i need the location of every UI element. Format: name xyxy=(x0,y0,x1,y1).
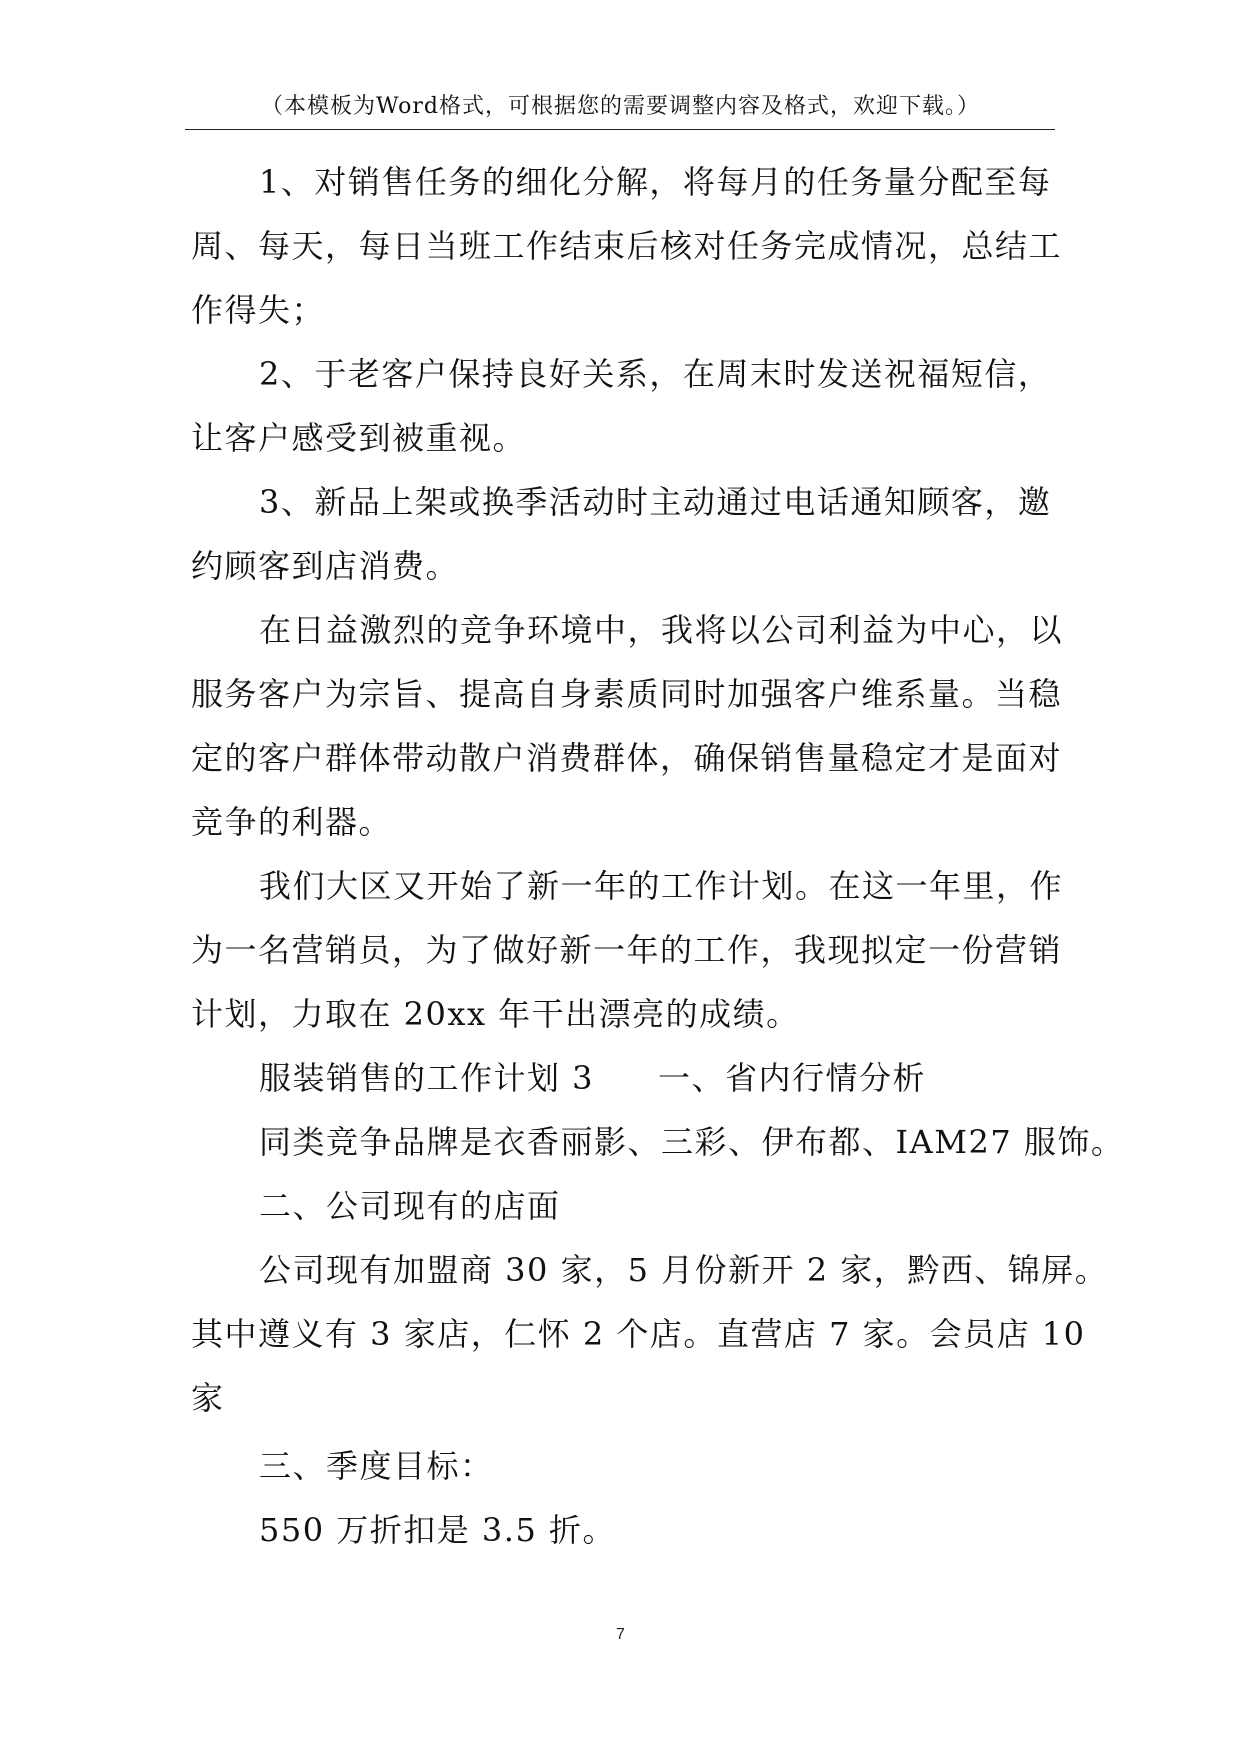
paragraph-line: 我们大区又开始了新一年的工作计划。在这一年里，作 xyxy=(259,867,1064,905)
paragraph-line: 公司现有加盟商 30 家，5 月份新开 2 家，黔西、锦屏。 xyxy=(259,1251,1109,1289)
paragraph-line: 周、每天，每日当班工作结束后核对任务完成情况，总结工 xyxy=(191,227,1063,265)
paragraph-line: 550 万折扣是 3.5 折。 xyxy=(259,1511,616,1549)
paragraph-line: 竞争的利器。 xyxy=(191,803,393,841)
document-body xyxy=(191,150,1125,1562)
paragraph-line: 1、对销售任务的细化分解，将每月的任务量分配至每 xyxy=(259,163,1052,201)
section-title-line xyxy=(191,1046,1071,1110)
paragraph-line: 定的客户群体带动散户消费群体，确保销售量稳定才是面对 xyxy=(191,739,1063,777)
paragraph-line: 2、于老客户保持良好关系，在周末时发送祝福短信， xyxy=(259,355,1052,393)
section-heading: 一、省内行情分析 xyxy=(658,1059,927,1097)
header-divider xyxy=(185,129,1055,130)
paragraph-line: 同类竞争品牌是衣香丽影、三彩、伊布都、IAM27 服饰。 xyxy=(259,1123,1125,1161)
section-heading: 二、公司现有的店面 xyxy=(259,1187,561,1225)
paragraph-line: 为一名营销员，为了做好新一年的工作，我现拟定一份营销 xyxy=(191,931,1063,969)
paragraph-line: 在日益激烈的竞争环境中，我将以公司利益为中心，以 xyxy=(259,611,1064,649)
paragraph-line: 3、新品上架或换季活动时主动通过电话通知顾客，邀 xyxy=(259,483,1052,521)
paragraph-line: 约顾客到店消费。 xyxy=(191,547,460,585)
paragraph-line: 服务客户为宗旨、提高自身素质同时加强客户维系量。当稳 xyxy=(191,675,1063,713)
template-note-header: （本模板为Word格式，可根据您的需要调整内容及格式，欢迎下载。） xyxy=(261,94,980,119)
paragraph-line: 家 xyxy=(191,1379,225,1417)
paragraph-line: 让客户感受到被重视。 xyxy=(191,419,527,457)
paragraph-line: 其中遵义有 3 家店，仁怀 2 个店。直营店 7 家。会员店 10 xyxy=(191,1315,1086,1353)
paragraph-line: 计划，力取在 20xx 年干出漂亮的成绩。 xyxy=(191,995,800,1033)
section-heading: 三、季度目标： xyxy=(259,1447,494,1485)
plan-title: 服装销售的工作计划 3 xyxy=(259,1059,595,1097)
page-number: 7 xyxy=(616,1626,625,1643)
paragraph-line: 作得失； xyxy=(191,291,326,329)
